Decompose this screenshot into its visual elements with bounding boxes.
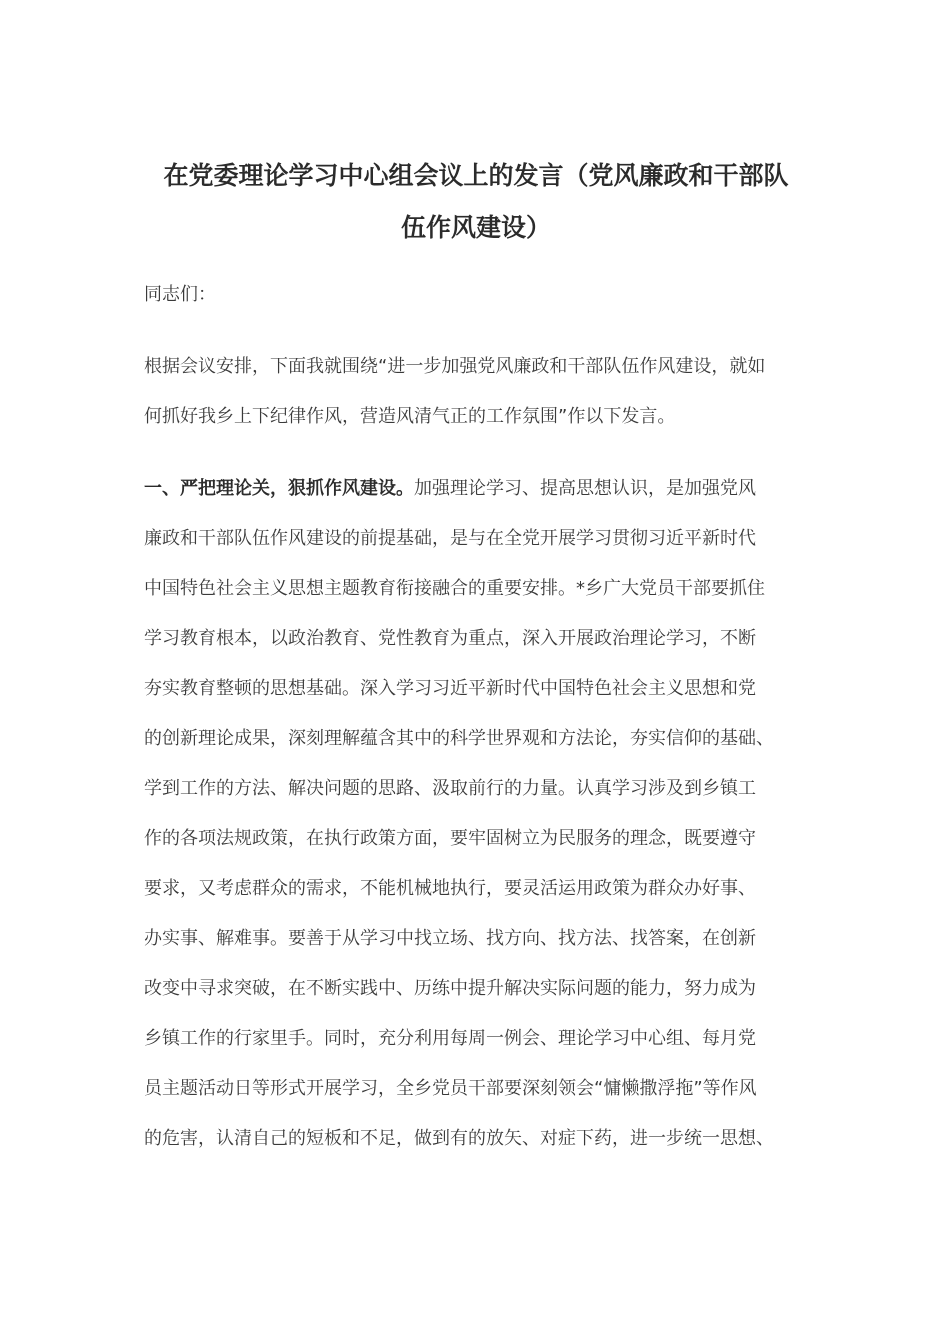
paragraph-line: 改变中寻求突破，在不断实践中、历练中提升解决实际问题的能力，努力成为: [144, 978, 756, 999]
section-1-paragraph: [144, 464, 816, 1164]
section-1-first-line-text: 加强理论学习、提高思想认识，是加强党风: [414, 478, 756, 499]
intro-paragraph: [144, 342, 816, 442]
title-line: 在党委理论学习中心组会议上的发言（党风廉政和干部队: [163, 161, 789, 190]
paragraph-line: 办实事、解难事。要善于从学习中找立场、找方向、找方法、找答案，在创新: [144, 928, 756, 949]
paragraph-line: 员主题活动日等形式开展学习，全乡党员干部要深刻领会“慵懒撒浮拖”等作风: [144, 1078, 757, 1099]
paragraph-line: 要求，又考虑群众的需求，不能机械地执行，要灵活运用政策为群众办好事、: [144, 878, 756, 899]
paragraph-line: 学习教育根本，以政治教育、党性教育为重点，深入开展政治理论学习，不断: [144, 628, 756, 649]
section-1-heading: 一、严把理论关，狠抓作风建设。: [144, 478, 414, 499]
paragraph-line: 乡镇工作的行家里手。同时，充分利用每周一例会、理论学习中心组、每月党: [144, 1028, 756, 1049]
paragraph-line: [144, 464, 816, 514]
paragraph-line: 廉政和干部队伍作风建设的前提基础，是与在全党开展学习贯彻习近平新时代: [144, 528, 756, 549]
paragraph-line: 学到工作的方法、解决问题的思路、汲取前行的力量。认真学习涉及到乡镇工: [144, 778, 756, 799]
paragraph-line: 何抓好我乡上下纪律作风，营造风清气正的工作氛围”作以下发言。: [144, 406, 676, 427]
paragraph-line: 夯实教育整顿的思想基础。深入学习习近平新时代中国特色社会主义思想和党: [144, 678, 756, 699]
paragraph-line: 作的各项法规政策，在执行政策方面，要牢固树立为民服务的理念，既要遵守: [144, 828, 756, 849]
paragraph-line: 中国特色社会主义思想主题教育衔接融合的重要安排。*乡广大党员干部要抓住: [144, 578, 765, 599]
paragraph-line: 的危害，认清自己的短板和不足，做到有的放矢、对症下药，进一步统一思想、: [144, 1128, 774, 1149]
salutation: 同志们：: [144, 284, 216, 305]
paragraph-line: 的创新理论成果，深刻理解蕴含其中的科学世界观和方法论，夯实信仰的基础、: [144, 728, 774, 749]
paragraph-line: 根据会议安排，下面我就围绕“进一步加强党风廉政和干部队伍作风建设，就如: [144, 356, 766, 377]
title-line: 伍作风建设）: [400, 213, 551, 242]
document-title: [140, 150, 812, 254]
